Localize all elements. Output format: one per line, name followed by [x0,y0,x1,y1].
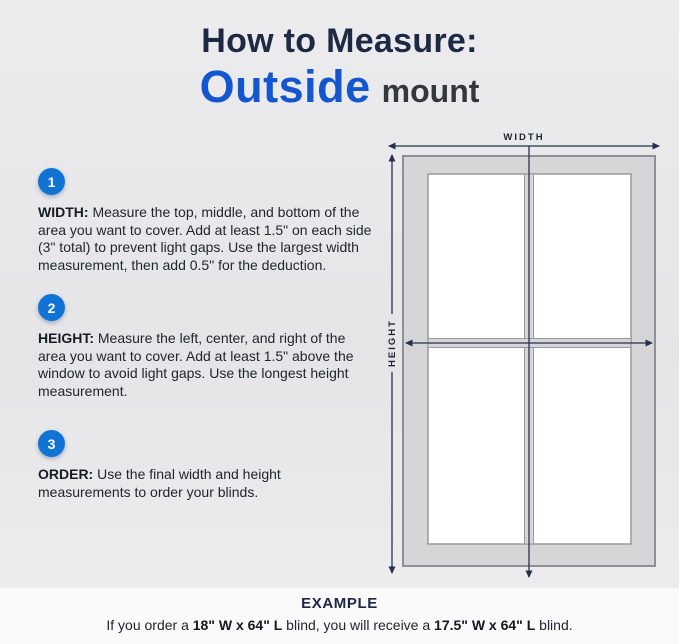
step-body: Use the final width and height measurements to order your blinds. [38,466,281,500]
step-width [38,168,372,274]
step-body: Measure the top, middle, and bottom of the area you want to cover. Add at least 1.5" on each side (3" total) to prevent light gaps. Use the largest width measurement, then add 0.5" for the deduction. [38,204,372,273]
example-prefix: If you order a [106,617,193,633]
step-number-badge: 3 [38,430,65,457]
step-label: ORDER: [38,466,94,482]
step-label: WIDTH: [38,204,89,220]
step-number-badge: 1 [38,168,65,195]
example-size-ordered: 18" W x 64" L [192,617,283,633]
width-dimension-label: WIDTH [503,132,545,143]
title-line-2 [0,63,679,122]
height-dimension-label: HEIGHT [387,319,398,367]
example-size-received: 17.5" W x 64" L [434,617,536,633]
title-suffix: mount [381,73,480,109]
example-suffix: blind. [535,617,573,633]
step-number-badge: 2 [38,294,65,321]
example-middle: blind, you will receive a [282,617,435,633]
page-title [0,22,679,122]
steps-list [38,168,372,521]
example-footer [0,588,679,644]
step-text [38,204,372,274]
step-label: HEIGHT: [38,330,94,346]
example-sentence [0,617,679,633]
title-line-1: How to Measure: [201,22,478,60]
window-diagram-svg [383,131,667,585]
title-highlight: Outside [199,61,371,112]
step-text [38,330,372,400]
step-text [38,466,372,501]
window-measurement-diagram [383,131,667,585]
step-height [38,294,372,400]
step-order [38,430,372,501]
example-heading: EXAMPLE [301,595,378,612]
step-body: Measure the left, center, and right of the area you want to cover. Add at least 1.5" above the window to avoid light gaps. Use the longest height measurement. [38,330,354,399]
